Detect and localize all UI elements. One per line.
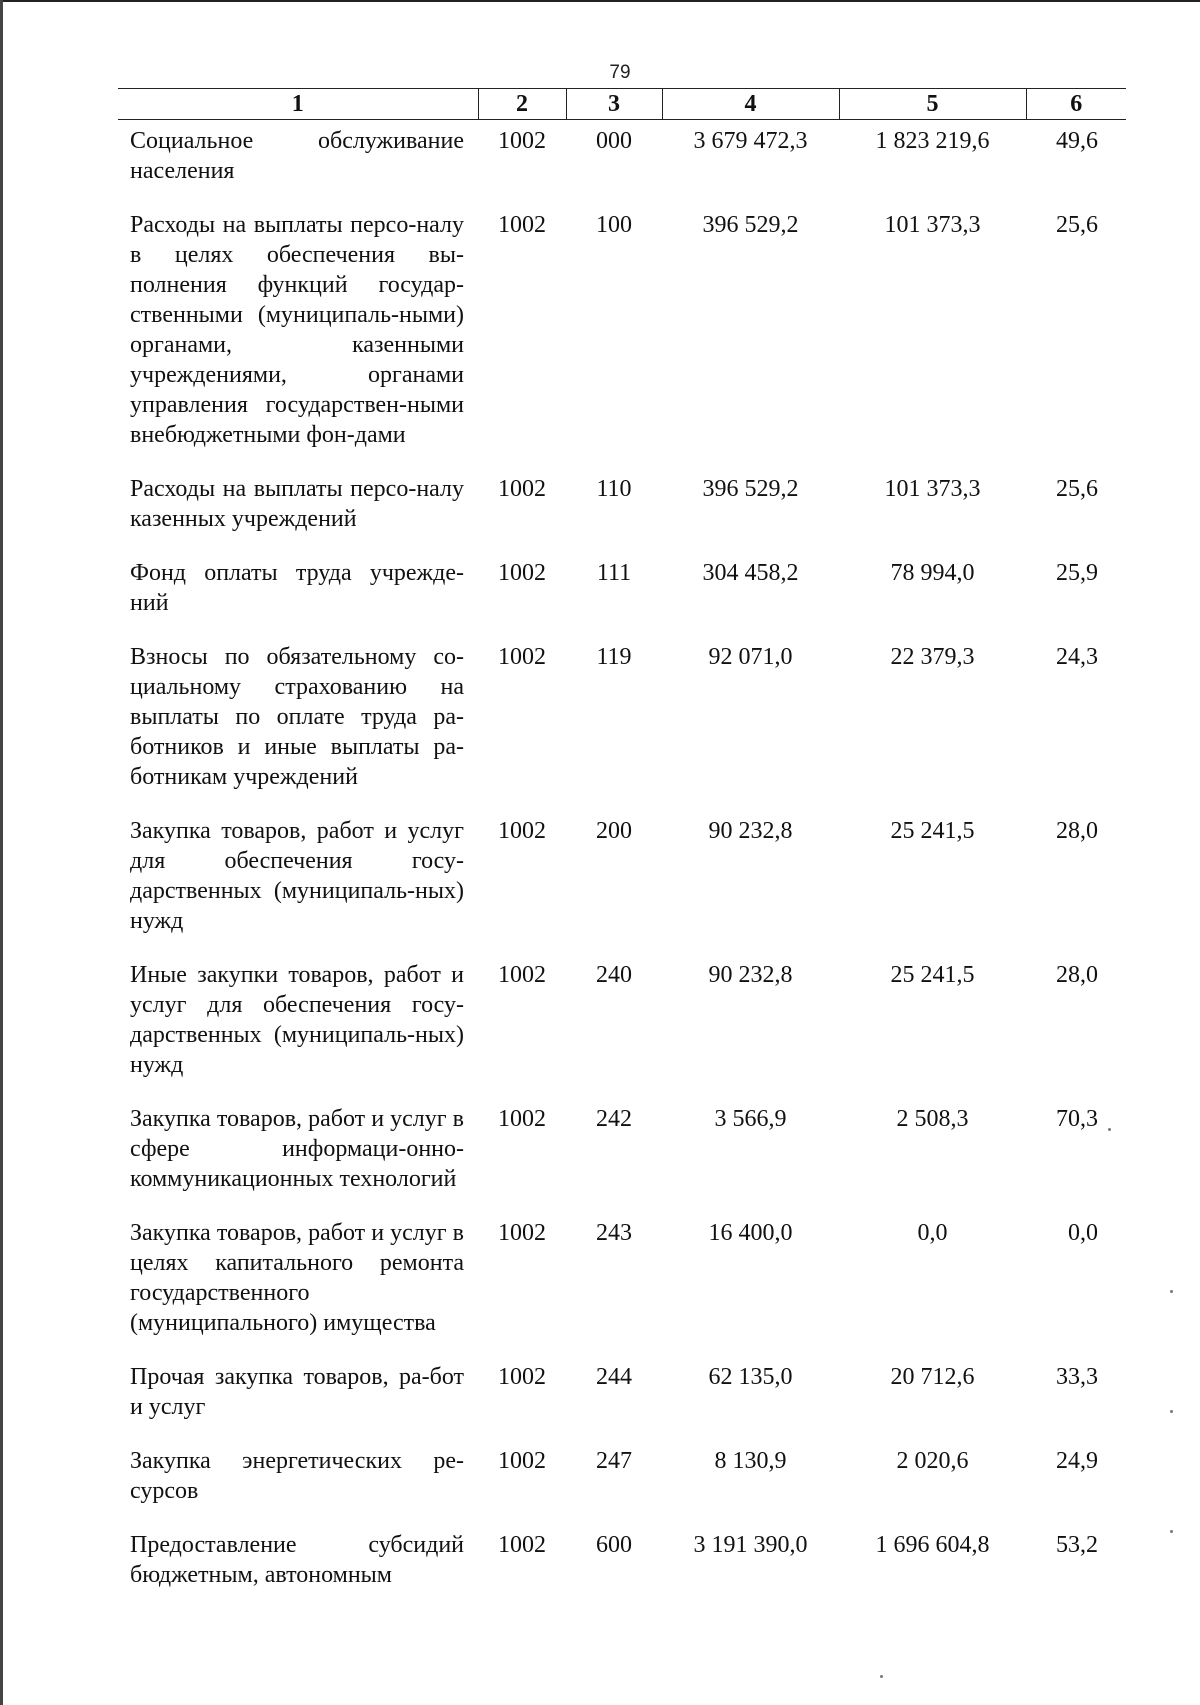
section-code-cell: 1002 bbox=[498, 212, 546, 238]
scan-speck bbox=[1170, 1290, 1173, 1293]
approved-amount-cell: 62 135,0 bbox=[708, 1364, 793, 1390]
percent-cell: 25,6 bbox=[1056, 476, 1098, 502]
section-code-cell: 1002 bbox=[498, 1448, 546, 1474]
executed-amount-cell: 25 241,5 bbox=[890, 962, 975, 988]
section-code-cell: 1002 bbox=[498, 1364, 546, 1390]
table-row bbox=[118, 960, 1126, 1104]
table-row bbox=[118, 816, 1126, 960]
expense-type-cell: 244 bbox=[596, 1364, 632, 1390]
table-row bbox=[118, 474, 1126, 558]
expense-type-cell: 243 bbox=[596, 1220, 632, 1246]
column-header-6: 6 bbox=[1026, 89, 1126, 120]
executed-amount-cell: 1 696 604,8 bbox=[875, 1532, 990, 1558]
table-row bbox=[118, 1530, 1126, 1614]
percent-cell: 0,0 bbox=[1068, 1220, 1098, 1246]
row-name-cell: Фонд оплаты труда учрежде-ний bbox=[130, 560, 464, 616]
page-number: 79 bbox=[609, 62, 631, 83]
row-name-cell: Предоставление субсидий бюджетным, автономным bbox=[130, 1532, 464, 1588]
percent-cell: 70,3 bbox=[1056, 1106, 1098, 1132]
row-name-cell: Иные закупки товаров, работ и услуг для обеспечения госу-дарственных (муниципаль-ных) нужд bbox=[130, 962, 464, 1078]
scan-left-edge bbox=[0, 0, 3, 1705]
column-header-4: 4 bbox=[662, 89, 839, 120]
table-row bbox=[118, 210, 1126, 474]
table-row bbox=[118, 1446, 1126, 1530]
column-header-2: 2 bbox=[478, 89, 566, 120]
expense-type-cell: 240 bbox=[596, 962, 632, 988]
expense-type-cell: 111 bbox=[596, 560, 632, 586]
expense-type-cell: 247 bbox=[596, 1448, 632, 1474]
scan-speck bbox=[1170, 1410, 1173, 1413]
row-name-cell: Расходы на выплаты персо-налу в целях обеспечения вы-полнения функций государ-ственными (муниципаль-ными) органами, казенными учреждениями, органами управления государствен-ными внебюджетными фон-дами bbox=[130, 212, 464, 448]
expense-type-cell: 100 bbox=[596, 212, 632, 238]
percent-cell: 28,0 bbox=[1056, 962, 1098, 988]
executed-amount-cell: 2 020,6 bbox=[896, 1448, 969, 1474]
section-code-cell: 1002 bbox=[498, 560, 546, 586]
table-header-row bbox=[118, 89, 1126, 120]
executed-amount-cell: 78 994,0 bbox=[890, 560, 975, 586]
percent-cell: 28,0 bbox=[1056, 818, 1098, 844]
percent-cell: 53,2 bbox=[1056, 1532, 1098, 1558]
scan-speck bbox=[880, 1675, 883, 1678]
table-row bbox=[118, 1218, 1126, 1362]
scan-top-edge bbox=[0, 0, 1200, 2]
percent-cell: 33,3 bbox=[1056, 1364, 1098, 1390]
expense-type-cell: 110 bbox=[596, 476, 632, 502]
table-row bbox=[118, 1104, 1126, 1218]
percent-cell: 24,3 bbox=[1056, 644, 1098, 670]
section-code-cell: 1002 bbox=[498, 644, 546, 670]
row-name-cell: Закупка товаров, работ и услуг в целях капитального ремонта государственного (муниципального) имущества bbox=[130, 1220, 464, 1336]
section-code-cell: 1002 bbox=[498, 476, 546, 502]
approved-amount-cell: 3 566,9 bbox=[714, 1106, 787, 1132]
executed-amount-cell: 25 241,5 bbox=[890, 818, 975, 844]
column-header-3: 3 bbox=[566, 89, 662, 120]
row-name-cell: Социальное обслуживание населения bbox=[130, 128, 464, 184]
expense-type-cell: 119 bbox=[596, 644, 632, 670]
table-row bbox=[118, 642, 1126, 816]
approved-amount-cell: 304 458,2 bbox=[702, 560, 799, 586]
section-code-cell: 1002 bbox=[498, 1532, 546, 1558]
executed-amount-cell: 20 712,6 bbox=[890, 1364, 975, 1390]
row-name-cell: Прочая закупка товаров, ра-бот и услуг bbox=[130, 1364, 464, 1420]
approved-amount-cell: 92 071,0 bbox=[708, 644, 793, 670]
executed-amount-cell: 2 508,3 bbox=[896, 1106, 969, 1132]
executed-amount-cell: 22 379,3 bbox=[890, 644, 975, 670]
percent-cell: 25,9 bbox=[1056, 560, 1098, 586]
scan-speck bbox=[1108, 1128, 1111, 1131]
approved-amount-cell: 90 232,8 bbox=[708, 818, 793, 844]
approved-amount-cell: 90 232,8 bbox=[708, 962, 793, 988]
column-header-1: 1 bbox=[118, 89, 478, 120]
section-code-cell: 1002 bbox=[498, 818, 546, 844]
budget-table bbox=[118, 88, 1126, 1614]
row-name-cell: Закупка товаров, работ и услуг в сфере информаци-онно-коммуникационных технологий bbox=[130, 1106, 464, 1192]
executed-amount-cell: 0,0 bbox=[917, 1220, 948, 1246]
expense-type-cell: 200 bbox=[596, 818, 632, 844]
row-name-cell: Взносы по обязательному со-циальному страхованию на выплаты по оплате труда ра-ботников и иные выплаты ра-ботникам учреждений bbox=[130, 644, 464, 790]
approved-amount-cell: 396 529,2 bbox=[702, 212, 799, 238]
approved-amount-cell: 3 191 390,0 bbox=[693, 1532, 808, 1558]
executed-amount-cell: 101 373,3 bbox=[884, 212, 981, 238]
percent-cell: 25,6 bbox=[1056, 212, 1098, 238]
approved-amount-cell: 16 400,0 bbox=[708, 1220, 793, 1246]
approved-amount-cell: 396 529,2 bbox=[702, 476, 799, 502]
column-header-5: 5 bbox=[839, 89, 1026, 120]
scan-speck bbox=[1170, 1530, 1173, 1533]
percent-cell: 24,9 bbox=[1056, 1448, 1098, 1474]
table-row bbox=[118, 120, 1126, 211]
table-row bbox=[118, 558, 1126, 642]
row-name-cell: Закупка энергетических ре-сурсов bbox=[130, 1448, 464, 1504]
approved-amount-cell: 3 679 472,3 bbox=[693, 128, 808, 154]
percent-cell: 49,6 bbox=[1056, 128, 1098, 154]
row-name-cell: Закупка товаров, работ и услуг для обеспечения госу-дарственных (муниципаль-ных) нужд bbox=[130, 818, 464, 934]
section-code-cell: 1002 bbox=[498, 1106, 546, 1132]
row-name-cell: Расходы на выплаты персо-налу казенных учреждений bbox=[130, 476, 464, 532]
expense-type-cell: 242 bbox=[596, 1106, 632, 1132]
section-code-cell: 1002 bbox=[498, 1220, 546, 1246]
section-code-cell: 1002 bbox=[498, 962, 546, 988]
executed-amount-cell: 101 373,3 bbox=[884, 476, 981, 502]
table-body bbox=[118, 120, 1126, 1615]
expense-type-cell: 600 bbox=[596, 1532, 632, 1558]
section-code-cell: 1002 bbox=[498, 128, 546, 154]
approved-amount-cell: 8 130,9 bbox=[714, 1448, 787, 1474]
table-row bbox=[118, 1362, 1126, 1446]
expense-type-cell: 000 bbox=[596, 128, 632, 154]
executed-amount-cell: 1 823 219,6 bbox=[875, 128, 990, 154]
